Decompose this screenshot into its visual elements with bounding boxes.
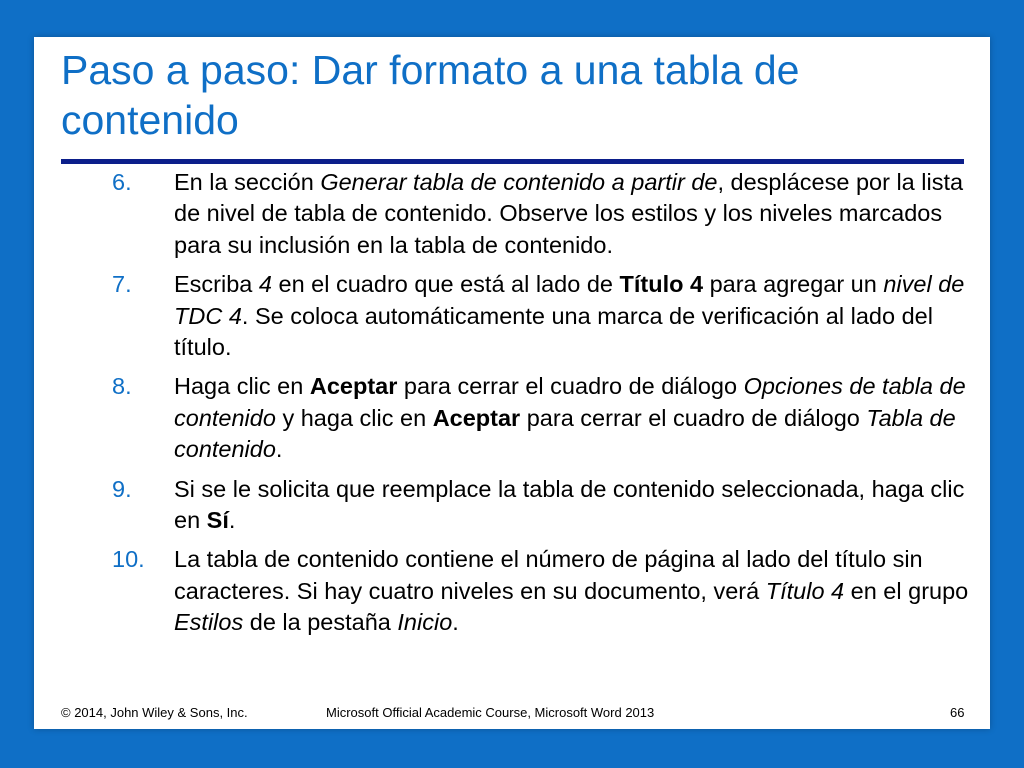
step-text-part: Tabla de contenido: [174, 404, 956, 463]
step-text-part: .: [452, 609, 459, 636]
step-text-part: para cerrar el cuadro de diálogo: [520, 404, 867, 431]
step-text-part: Estilos: [174, 609, 244, 636]
slide: [34, 37, 990, 729]
list-item: [112, 474, 972, 537]
step-text-part: en el cuadro que está al lado de: [271, 271, 620, 298]
step-text-part: nivel de TDC 4: [174, 271, 965, 329]
step-number: 7.: [112, 271, 132, 298]
title-underline: [61, 159, 964, 164]
step-text: [174, 169, 963, 258]
step-text-part: Inicio: [397, 609, 453, 636]
step-text-part: para cerrar el cuadro de diálogo: [397, 373, 744, 400]
step-text: [174, 271, 964, 360]
step-text-part: y haga clic en: [275, 404, 433, 431]
step-text-part: En la sección: [174, 169, 321, 195]
step-text: [174, 546, 968, 635]
step-text-part: para agregar un: [703, 271, 884, 298]
list-item: [112, 269, 972, 363]
slide-title: Paso a paso: Dar formato a una tabla de contenido: [61, 47, 800, 143]
step-text-part: Título 4: [619, 271, 704, 298]
step-number: 9.: [112, 475, 132, 502]
step-text-part: Título 4: [765, 577, 845, 604]
step-text-part: 4: [258, 271, 272, 298]
step-number: 10.: [112, 546, 145, 573]
footer-course: Microsoft Official Academic Course, Microsoft Word 2013: [326, 705, 655, 720]
step-text: [174, 373, 966, 462]
step-text-part: Aceptar: [432, 404, 521, 431]
step-text-part: Opciones de tabla de contenido: [174, 373, 966, 431]
step-text-part: , desplácese por la lista de nivel de tabla de contenido. Observe los estilos y los niveles marcados para su inclusión en la tabla de contenido.: [174, 169, 964, 258]
list-item: [112, 167, 972, 261]
step-text-part: Generar tabla de contenido a partir de: [320, 169, 718, 195]
list-item: [112, 371, 972, 465]
step-number: 6.: [112, 169, 132, 195]
step-text-part: Escriba: [174, 271, 259, 298]
step-text-part: Aceptar: [309, 373, 398, 400]
step-text-part: Si se le solicita que reemplace la tabla de contenido seleccionada, haga clic en: [174, 475, 965, 534]
step-text-part: en el grupo: [844, 577, 969, 604]
step-text: [174, 476, 964, 533]
footer-copyright: © 2014, John Wiley & Sons, Inc.: [61, 705, 248, 720]
step-number: 8.: [112, 373, 132, 400]
step-text-part: Sí: [206, 507, 229, 534]
step-text-part: . Se coloca automáticamente una marca de verificación al lado del título.: [174, 302, 933, 361]
step-text-part: de la pestaña: [243, 609, 398, 636]
footer-page-number: 66: [950, 705, 965, 720]
step-text-part: .: [275, 436, 283, 463]
step-text-part: La tabla de contenido contiene el número de página al lado del título sin caracteres. Si hay cuatro niveles en su documento, verá: [174, 546, 923, 604]
slide-footer: [34, 701, 990, 725]
step-text-part: Haga clic en: [174, 373, 310, 400]
step-text-part: .: [228, 507, 236, 534]
step-list: [112, 167, 972, 647]
list-item: [112, 544, 972, 638]
